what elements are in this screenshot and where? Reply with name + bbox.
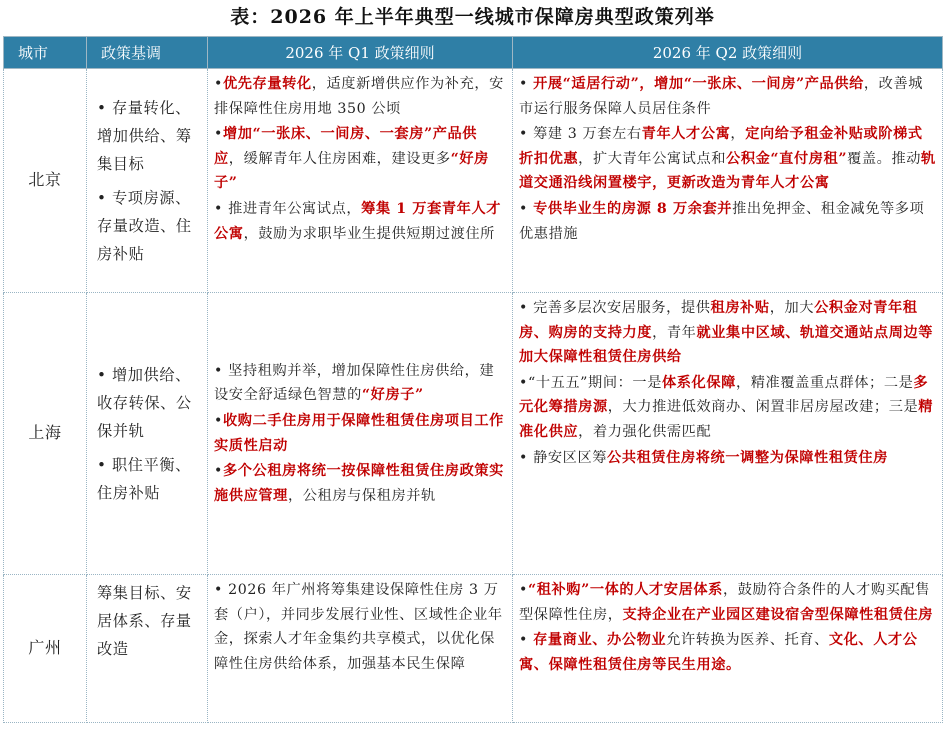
policy-text: • 2026 年广州将筹集建设保障性住房 3 万套（户），并同步发展行业性、区域性企业年金，探索人才年金集约共享模式，以优化保障性住房供给体系，加强基本民生保障	[214, 582, 503, 672]
city-cell: 上海	[4, 293, 87, 575]
policy-item	[214, 409, 506, 458]
policy-item	[519, 446, 936, 471]
keys-cell	[87, 293, 208, 575]
highlight-text: 多个公租房将统一按保障性租赁住房政策实施供应管理	[214, 463, 504, 504]
highlight-text: 筹集 1 万套青年人才公寓	[214, 200, 502, 242]
policy-text: 筹集目标、安居体系、存量改造	[97, 584, 192, 658]
highlight-text: “好房子”	[214, 150, 489, 192]
policy-item	[214, 122, 506, 196]
highlight-text: “租补购”一体的人才安居体系	[527, 582, 723, 598]
keys-cell	[87, 575, 208, 723]
policy-text: •	[214, 126, 223, 143]
policy-text: • 增加供给、收存转保、公保并轨	[97, 365, 192, 440]
policy-text: ，加大	[769, 300, 815, 316]
policy-text: • 职住平衡、住房补贴	[97, 455, 191, 502]
highlight-text: 体系化保障	[661, 374, 736, 391]
header-city: 城市	[4, 37, 87, 69]
policy-text: •	[519, 632, 534, 649]
policy-text: ，青年	[652, 324, 697, 341]
policy-text: •	[519, 76, 534, 92]
policy-text: • 专项房源、存量改造、住房补贴	[97, 188, 192, 263]
row-beijing	[4, 69, 943, 293]
header-row	[4, 37, 943, 69]
policy-text: • 完善多层次安居服务，提供	[519, 300, 711, 316]
policy-text: ，大力推进低效商办、闲置非居房屋改建；三是	[607, 399, 919, 416]
policy-text: ，公租房与保租房并轨	[287, 487, 436, 504]
policy-item	[214, 459, 506, 508]
city-cell: 广州	[4, 575, 87, 723]
q1-cell	[208, 575, 513, 723]
highlight-text: 优先存量转化	[222, 76, 312, 92]
header-q1: 2026 年 Q1 政策细则	[208, 37, 513, 69]
highlight-text: 租房补贴	[710, 300, 770, 316]
policy-text: 覆盖。推动	[847, 150, 922, 167]
highlight-text: 就业集中区域、轨道交通站点周边等加大保障性租赁住房供给	[519, 324, 934, 366]
q2-cell	[513, 69, 943, 293]
policy-text: • 静安区区筹	[519, 449, 608, 466]
policy-item	[97, 184, 199, 268]
table-title: 表：2026 年上半年典型一线城市保障房典型政策列举	[230, 6, 715, 28]
city-cell: 北京	[4, 69, 87, 293]
q2-cell	[513, 575, 943, 723]
policy-text: • 存量转化、增加供给、筹集目标	[97, 98, 192, 173]
policy-text: •	[519, 200, 534, 217]
policy-item	[519, 578, 936, 627]
policy-item	[214, 578, 506, 676]
keys-cell	[87, 69, 208, 293]
highlight-text: 公积金“直付房租”	[726, 150, 848, 167]
policy-text: ，	[730, 126, 746, 143]
policy-item	[519, 197, 936, 246]
highlight-text: 专供毕业生的房源 8 万余套并	[533, 200, 733, 217]
policy-text: 允许转换为医养、托育、	[666, 632, 829, 649]
policy-item	[97, 579, 199, 663]
q1-cell	[208, 293, 513, 575]
policy-text: ，鼓励为求职毕业生提供短期过渡住所	[243, 225, 495, 242]
q1-cell	[208, 69, 513, 293]
row-guangzhou	[4, 575, 943, 723]
policy-text: ，精准覆盖重点群体；二是	[735, 374, 914, 391]
policy-text: ，扩大青年公寓试点和	[578, 150, 727, 167]
highlight-text: “好房子”	[361, 387, 424, 404]
policy-text: •“十五五”期间：一是	[519, 374, 662, 391]
policy-item	[97, 451, 199, 507]
policy-item	[519, 122, 936, 196]
highlight-text: 精准化供应	[519, 399, 934, 440]
highlight-text: 文化、人才公寓、保障性租赁住房等民生用途。	[519, 632, 918, 673]
policy-text: •	[519, 582, 528, 598]
highlight-text: 青年人才公寓	[641, 126, 731, 143]
header-q2: 2026 年 Q2 政策细则	[513, 37, 943, 69]
policy-item	[97, 94, 199, 178]
highlight-text: 支持企业在产业园区建设宿舍型保障性租赁住房	[622, 606, 934, 623]
policy-text: •	[214, 463, 223, 480]
highlight-text: 公积金对青年租房、购房的支持力度	[519, 300, 918, 341]
policy-text: ，改善城市运行服务保障人员居住条件	[519, 76, 924, 117]
policy-item	[214, 197, 506, 246]
policy-item	[214, 72, 506, 121]
highlight-text: 公共租赁住房将统一调整为保障性租赁住房	[607, 449, 888, 466]
highlight-text: 增加“一张床、一间房、一套房”产品供应	[214, 126, 478, 167]
policy-text: • 坚持租购并举，增加保障性住房供给，建设安全舒适绿色智慧的	[214, 362, 495, 404]
q2-cell	[513, 293, 943, 575]
policy-item	[214, 359, 506, 408]
highlight-text: 轨道交通沿线闲置楼宇，更新改造为青年人才公寓	[519, 150, 936, 192]
highlight-text: 收购二手住房用于保障性租赁住房项目工作实质性启动	[214, 412, 504, 454]
policy-text: ，着力强化供需匹配	[578, 423, 712, 440]
policy-text: ，鼓励符合条件的人才购买配售型保障性住房，	[519, 582, 930, 623]
policy-item	[519, 628, 936, 677]
policy-text: •	[214, 76, 223, 92]
policy-text: •	[214, 412, 223, 429]
policy-text: • 筹建 3 万套左右	[519, 126, 642, 143]
highlight-text: 开展“适居行动”，增加“一张床、一间房”产品供给	[533, 76, 864, 92]
policy-text: ，缓解青年人住房困难，建设更多	[228, 150, 451, 167]
policy-item	[519, 371, 936, 445]
policy-text: • 推进青年公寓试点，	[214, 200, 362, 217]
policy-text: ，适度新增供应作为补充，安排保障性住房用地 350 公顷	[214, 76, 504, 117]
policy-item	[519, 72, 936, 121]
policy-item	[97, 361, 199, 445]
highlight-text: 定向给予租金补贴或阶梯式折扣优惠	[519, 126, 923, 167]
highlight-text: 多元化筹措房源	[519, 374, 929, 416]
highlight-text: 存量商业、办公物业	[533, 632, 667, 649]
policy-item	[519, 296, 936, 370]
policy-text: 推出免押金、租金减免等多项优惠措施	[519, 200, 925, 242]
policy-table	[3, 36, 943, 723]
header-policy-tone: 政策基调	[87, 37, 208, 69]
row-shanghai	[4, 293, 943, 575]
